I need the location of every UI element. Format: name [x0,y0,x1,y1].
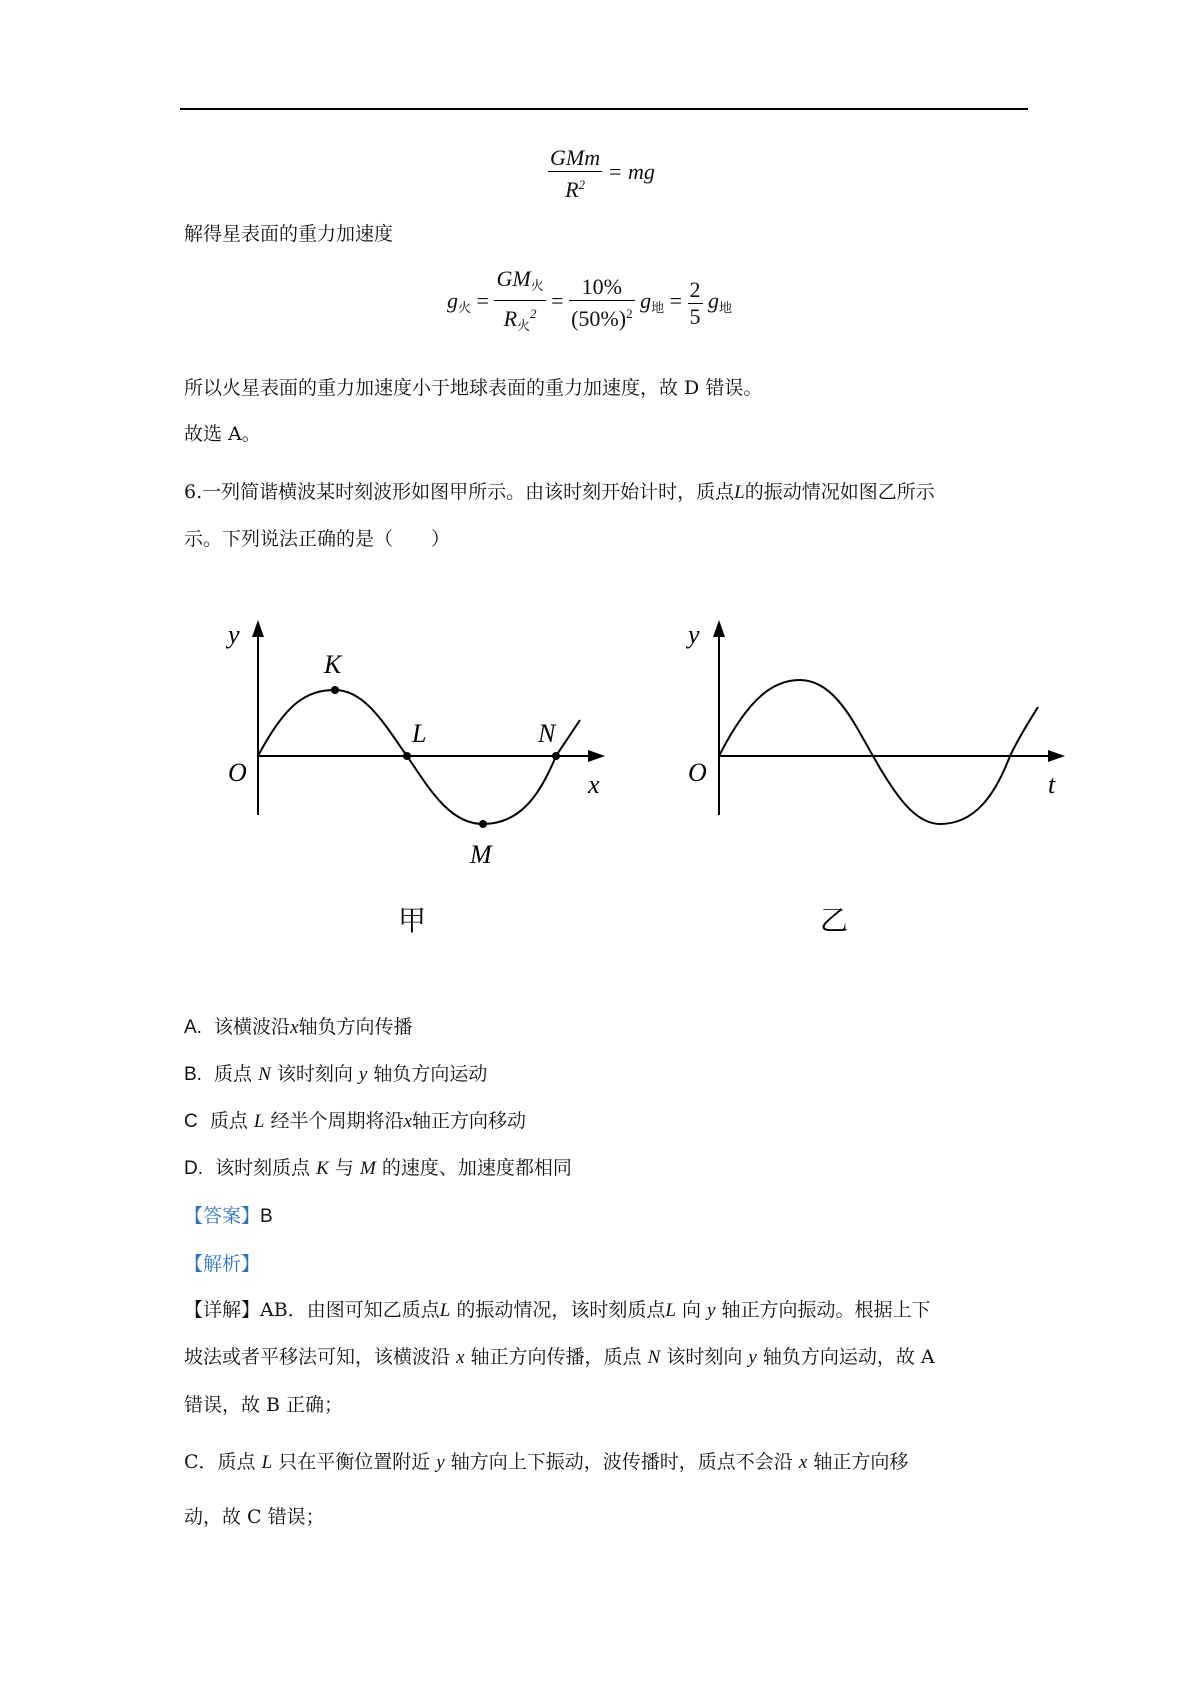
detail-line-2: 坡法或者平移法可知，该横波沿 x 轴正方向传播，质点 N 该时刻向 y 轴负方向运动，故 A [184,1346,935,1368]
question-line-1: 6.一列简谐横波某时刻波形如图甲所示。由该时刻开始计时，质点L的振动情况如图乙所示 [184,481,935,503]
caption-yi: 乙 [820,904,849,937]
numerator: GMm [550,145,601,170]
fraction-two-fifths: $\frac{2}{5}$ [689,276,701,329]
detail-line-1: 【详解】AB．由图可知乙质点L 的振动情况，该时刻质点L 向 y 轴正方向振动。根据上下 [184,1299,931,1321]
t-axis-label: t [1048,770,1056,799]
figure-jia [200,615,620,945]
y-axis-label: y [688,620,700,649]
option-b: B. 质点 N 该时刻向 y 轴负方向运动 [184,1063,488,1085]
text-choose-a: 故选 A。 [184,423,261,445]
answer-value: B [260,1206,273,1227]
y-axis-label: y [228,620,240,649]
analysis-label: 【解析】 [184,1253,261,1275]
point-n [552,752,560,760]
fraction-gmm-r2 [548,145,602,203]
option-d: D. 该时刻质点 K 与 M 的速度、加速度都相同 [184,1157,572,1179]
detail-line-3: 错误，故 B 正确； [184,1394,344,1416]
x-axis-label: x [588,770,600,799]
option-c: C 质点 L 经半个周期将沿x轴正方向移动 [184,1110,526,1132]
point-k [331,686,339,694]
equation-mars-gravity: $g_火$ = $\frac{GM_火}{R_火^2}$ = $\frac{10\%}{(50\%)^2}$ $g_地$ = $\frac{2}{5}$ $g_地$ [447,266,732,340]
figure-yi [660,615,1080,945]
detail-line-5: 动，故 C 错误； [184,1506,325,1528]
denominator: $R^2$ [565,177,586,202]
label-n: N [538,719,556,748]
fraction-percent: $\frac{10\%}{(50\%)^2}$ [571,274,633,331]
point-l [403,752,411,760]
label-m: M [470,840,492,869]
header-rule [180,108,1028,110]
point-m [479,820,487,828]
equation-gravity [548,145,655,203]
label-k: K [324,650,342,679]
caption-jia: 甲 [398,904,427,937]
text-conclusion: 所以火星表面的重力加速度小于地球表面的重力加速度，故 D 错误。 [184,377,763,399]
answer-label: 【答案】 [184,1205,261,1227]
origin-label: O [688,758,707,787]
question-line-2: 示。下列说法正确的是（ ） [184,528,451,550]
fraction-gm-r2: $\frac{GM_火}{R_火^2}$ [496,266,544,334]
text-gravity-intro: 解得星表面的重力加速度 [184,223,394,245]
detail-line-4: C．质点 L 只在平衡位置附近 y 轴方向上下振动，波传播时，质点不会沿 x 轴正方向移 [184,1451,909,1473]
equation-rhs: = mg [607,159,655,185]
label-l: L [412,719,427,748]
option-a: A. 该横波沿x轴负方向传播 [184,1016,413,1038]
origin-label: O [228,758,247,787]
answer-line [184,1204,273,1229]
